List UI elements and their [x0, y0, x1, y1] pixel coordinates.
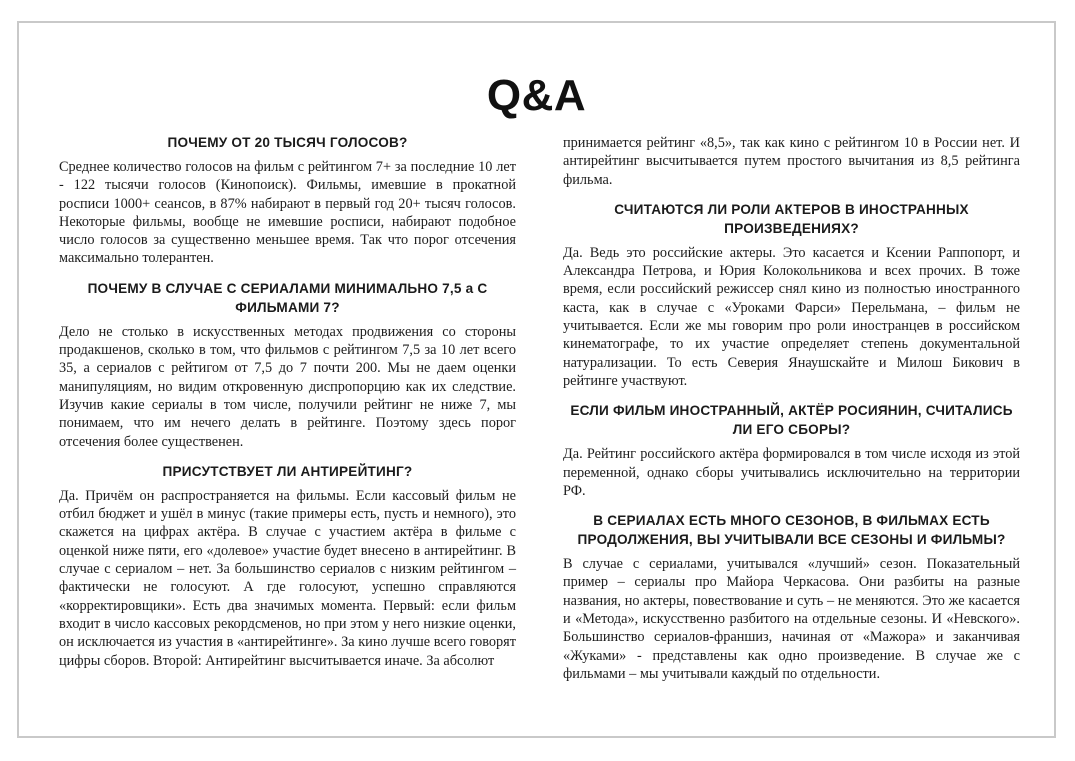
question-heading: В СЕРИАЛАХ ЕСТЬ МНОГО СЕЗОНОВ, В ФИЛЬМАХ ЕСТЬ ПРОДОЛЖЕНИЯ, ВЫ УЧИТЫВАЛИ ВСЕ СЕЗОНЫ И ФИЛЬМЫ? — [577, 513, 1006, 548]
question-heading: ЕСЛИ ФИЛЬМ ИНОСТРАННЫЙ, АКТЁР РОСИЯНИН, СЧИТАЛИСЬ ЛИ ЕГО СБОРЫ? — [570, 403, 1013, 438]
answer-paragraph: Среднее количество голосов на фильм с рейтингом 7+ за последние 10 лет - 122 тысячи голосов (Кинопоиск). Фильмы, имевшие в прокатной росписи 1000+ сеансов, в 87% набирают в первый год 20+ тысяч голосов. Некоторые фильмы, вообще не имевшие росписи, набирают подобное число голосов за существенно меньшее время. Так что порог отсечения максимально толерантен. — [59, 159, 516, 267]
question-heading: ПРИСУТСТВУЕТ ЛИ АНТИРЕЙТИНГ? — [162, 463, 413, 479]
answer-paragraph: Дело не столько в искусственных методах продвижения со стороны продакшенов, сколько в том, что фильмов с рейтингом 7,5 за 10 лет всего 35, а сериалов с рейтигом от 7,5 до 7 почти 200. Мы не даем оценки манипуляциям, но видим откровенную диспропорцию как их следствие. Изучив какие сериалы в том числе, получили рейтинг не ниже 7, мы понимаем, что им нечего делать в рейтинге. Поэтому здесь порог отсечения более существенен. — [59, 323, 516, 450]
answer-paragraph: Да. Ведь это российские актеры. Это касается и Ксении Раппопорт, и Александра Петрова, и Юрия Колокольникова и всех прочих. В тоже время, если российский режиссер снял кино из полностью иностранного каста, как в случае с «Уроками Фарси» Перельмана, – фильм не учитывается. Если же мы говорим про роли иностранцев в российском кинематографе, то их участие определяет степень документальной натурализации. То есть Северия Янаушскайте и Милош Бикович в рейтинге участвуют. — [563, 244, 1020, 389]
answer-paragraph: Да. Причём он распространяется на фильмы. Если кассовый фильм не отбил бюджет и ушёл в минус (такие примеры есть, пусть и немного), это скажется на цифрах актёра. В случае с участием актёра в фильме с оценкой ниже пяти, его «долевое» участие будет внесено в антирейтинг. В случае с сериалом – нет. За большинство сериалов с низким рейтингом – фактически не голосуют. А где голосуют, успешно справляются «корректировщики». Есть два значимых момента. Первый: если фильм входит в число кассовых рекордсменов, но при этом у него низкие оценки, он исключается из участия в «антирейтинге». За кино лучше всего говорят цифры сборов. Второй: Антирейтинг высчитывается иначе. За абсолют — [59, 487, 516, 669]
right-column — [563, 133, 1020, 690]
answer-paragraph: В случае с сериалами, учитывался «лучший» сезон. Показательный пример – сериалы про Майора Черкасова. Они разбиты на разные названия, но актеры, повествование и суть – не меняются. Это же касается и «Метода», искусственно разбитого на отдельные сезоны. И «Невского». Большинство сериалов-франшиз, начиная от «Мажора» и заканчивая «Жуками» - представлены как одно произведение. В случае же с фильмами – мы учитывали каждый по отдельности. — [563, 556, 1020, 682]
question-heading: ПОЧЕМУ ОТ 20 ТЫСЯЧ ГОЛОСОВ? — [167, 135, 408, 150]
question-heading: ПОЧЕМУ В СЛУЧАЕ С СЕРИАЛАМИ МИНИМАЛЬНО 7,5 а С ФИЛЬМАМИ 7? — [87, 280, 488, 315]
two-column-layout — [59, 133, 1020, 690]
answer-paragraph: принимается рейтинг «8,5», так как кино с рейтингом 10 в России нет. И антирейтинг высчитывается путем простого вычитания из 8,5 рейтинга фильма. — [563, 135, 1020, 188]
document-page — [17, 21, 1056, 738]
left-column — [59, 133, 516, 677]
question-heading: СЧИТАЮТСЯ ЛИ РОЛИ АКТЕРОВ В ИНОСТРАННЫХ ПРОИЗВЕДЕНИЯХ? — [614, 201, 969, 236]
answer-paragraph: Да. Рейтинг российского актёра формировался в том числе исходя из этой переменной, однако сборы учитывались исключительно на территории РФ. — [563, 446, 1020, 499]
page-title: Q&A — [486, 71, 587, 120]
